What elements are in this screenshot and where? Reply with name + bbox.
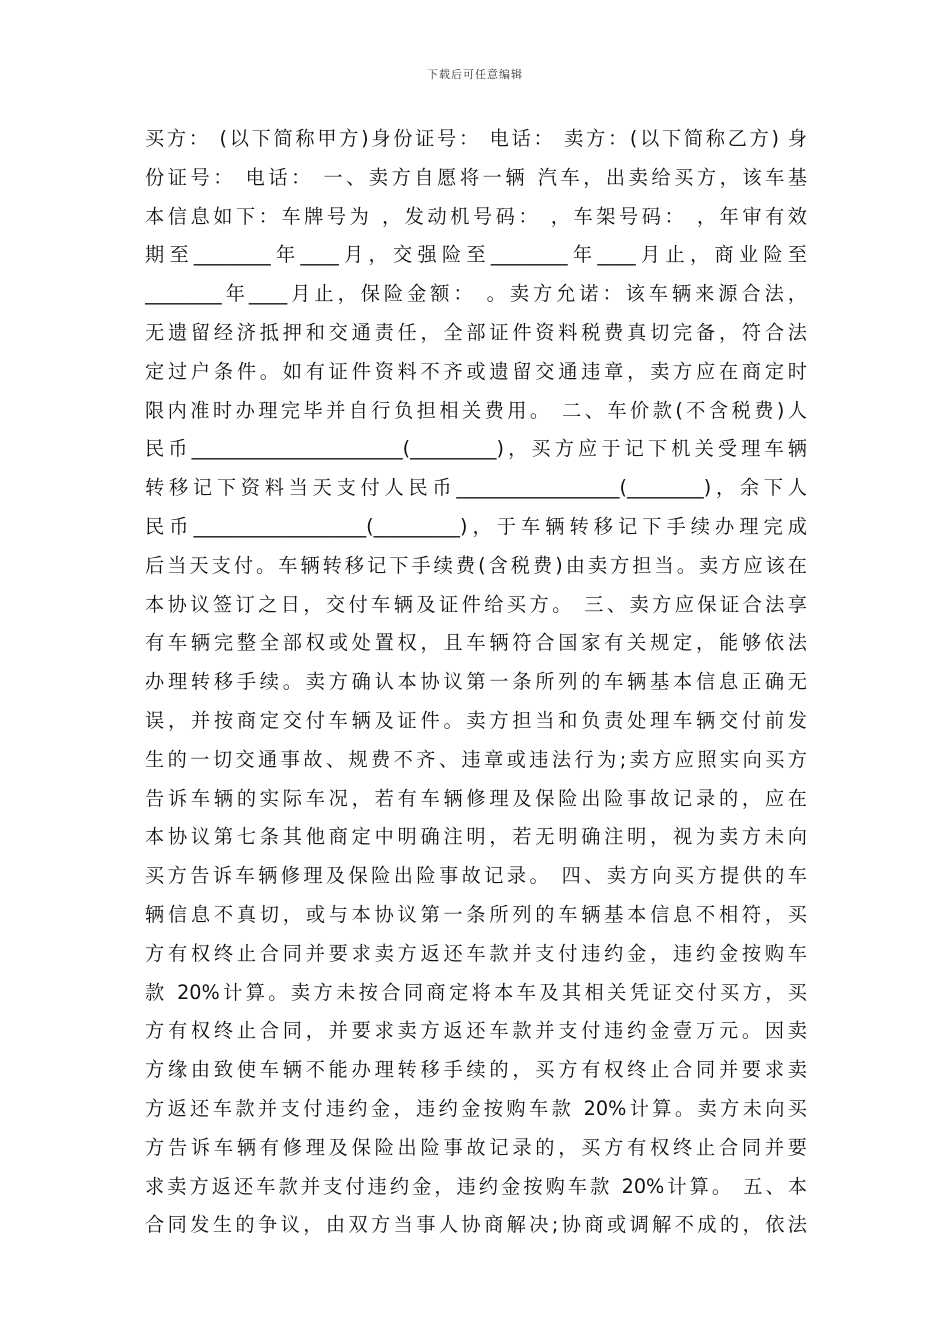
text-line: 后当天支付。车辆转移记下手续费(含税费)由卖方担当。卖方应该在 (145, 553, 807, 577)
text-line: 求卖方返还车款并支付违约金，违约金按购车款 20%计算。 五、本 (145, 1174, 807, 1198)
text-line: 期至________年____月，交强险至________年____月止，商业险至 (145, 243, 807, 267)
contract-body (145, 120, 807, 1245)
text-line: 方缘由致使车辆不能办理转移手续的，买方有权终止合同并要求卖 (145, 1058, 807, 1082)
text-line: 民币__________________(_________)，于车辆转移记下手续办理完成 (145, 514, 807, 538)
text-line: 生的一切交通事故、规费不齐、违章或违法行为;卖方应照实向买方 (145, 747, 807, 771)
text-line: 转移记下资料当天支付人民币_________________(________)，余下人 (145, 476, 807, 500)
text-line: 限内准时办理完毕并自行负担相关费用。 二、车价款(不含税费)人 (145, 398, 807, 422)
text-line: 办理转移手续。卖方确认本协议第一条所列的车辆基本信息正确无 (145, 670, 807, 694)
text-line: 买方： (以下简称甲方)身份证号： 电话： 卖方：(以下简称乙方) 身 (145, 127, 807, 150)
text-line: 有车辆完整全部权或处置权，且车辆符合国家有关规定，能够依法 (145, 631, 807, 655)
text-line: 方有权终止合同并要求卖方返还车款并支付违约金，违约金按购车 (145, 941, 807, 965)
text-line: 方返还车款并支付违约金，违约金按购车款 20%计算。卖方未向买 (145, 1096, 807, 1120)
text-line: ________年____月止，保险金额： 。卖方允诺：该车辆来源合法， (145, 282, 807, 306)
text-line: 告诉车辆的实际车况，若有车辆修理及保险出险事故记录的，应在 (145, 786, 807, 810)
text-line: 本协议第七条其他商定中明确注明，若无明确注明，视为卖方未向 (145, 825, 807, 849)
text-line: 本信息如下：车牌号为 ，发动机号码： ，车架号码： ，年审有效 (145, 204, 807, 228)
text-line: 合同发生的争议，由双方当事人协商解决;协商或调解不成的，依法 (145, 1213, 807, 1237)
text-line: 款 20%计算。卖方未按合同商定将本车及其相关凭证交付买方，买 (145, 980, 807, 1004)
text-line: 方告诉车辆有修理及保险出险事故记录的，买方有权终止合同并要 (145, 1135, 807, 1159)
text-line: 民币______________________(_________)，买方应于记下机关受理车辆 (145, 437, 807, 461)
text-line: 无遗留经济抵押和交通责任，全部证件资料税费真切完备，符合法 (145, 320, 807, 344)
text-line: 买方告诉车辆修理及保险出险事故记录。 四、卖方向买方提供的车 (145, 864, 807, 888)
text-line: 定过户条件。如有证件资料不齐或遗留交通违章，卖方应在商定时 (145, 359, 807, 383)
text-line: 辆信息不真切，或与本协议第一条所列的车辆基本信息不相符，买 (145, 902, 807, 926)
text-line: 本协议签订之日，交付车辆及证件给买方。 三、卖方应保证合法享 (145, 592, 807, 616)
text-line: 误，并按商定交付车辆及证件。卖方担当和负责处理车辆交付前发 (145, 708, 807, 732)
text-line: 份证号： 电话： 一、卖方自愿将一辆 汽车，出卖给买方，该车基 (145, 165, 807, 189)
header-note: 下载后可任意编辑 (427, 68, 523, 81)
text-line: 方有权终止合同，并要求卖方返还车款并支付违约金壹万元。因卖 (145, 1019, 807, 1043)
